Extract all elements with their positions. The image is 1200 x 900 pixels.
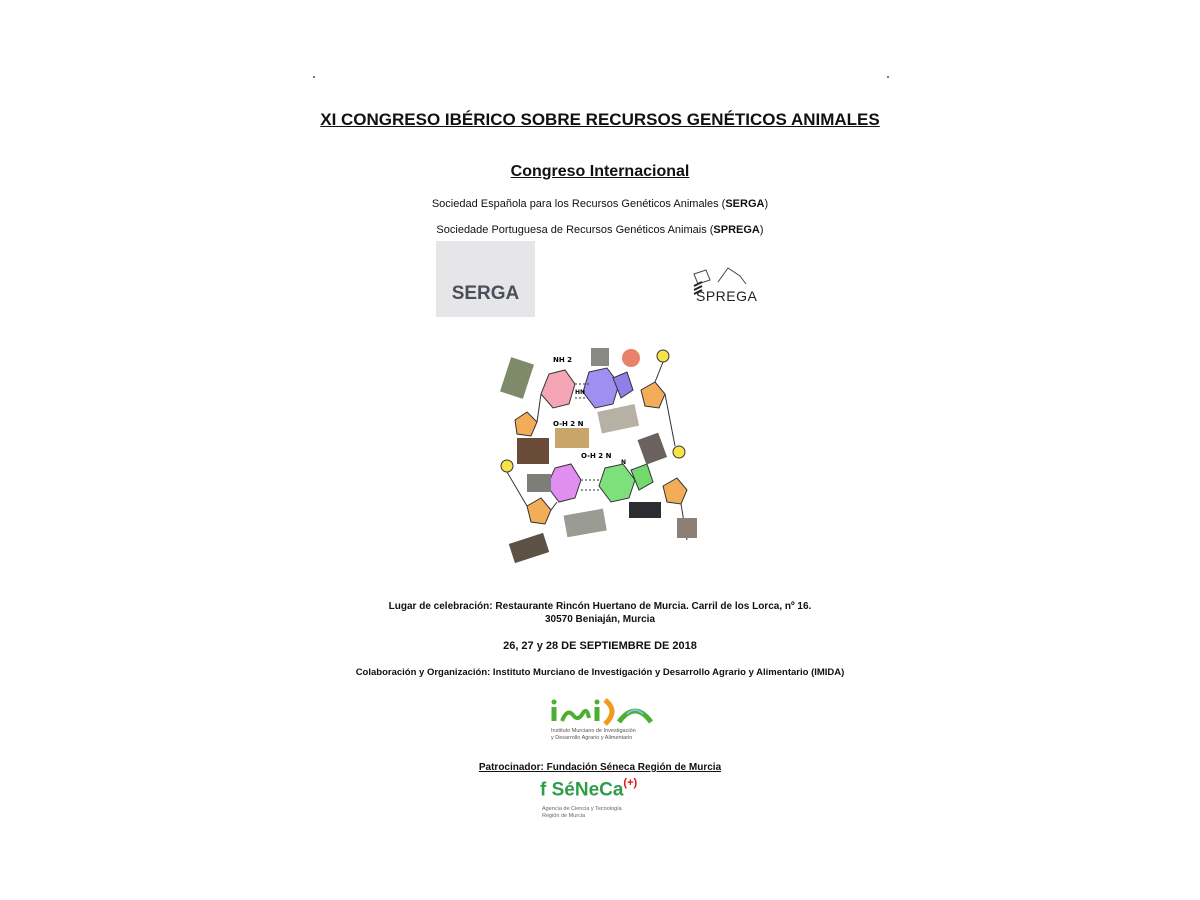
serga-logo-text: SERGA — [451, 283, 520, 304]
photo-tile — [637, 433, 667, 465]
seneca-subtitle-line-1: Agencia de Ciencia y Tecnología — [542, 806, 622, 812]
molecule-label-nh2: NH 2 — [553, 356, 573, 364]
sugar-ring — [641, 382, 665, 408]
dna-molecule-illustration — [497, 340, 707, 565]
congress-subtitle: Congreso Internacional — [510, 163, 690, 180]
phosphate-group — [657, 350, 669, 362]
society-name: Sociedade Portuguesa de Recursos Genéticos Animais ( — [436, 224, 714, 236]
society-suffix: ) — [759, 224, 764, 236]
serga-logo — [436, 241, 535, 317]
seneca-logo-text: f SéNeCa — [540, 779, 624, 801]
magenta-base-ring — [547, 464, 581, 502]
molecule-label-oh2n: O-H 2 N — [553, 420, 584, 428]
sprega-logo-text: SPREGA — [696, 288, 758, 304]
corner-mark-right — [887, 76, 889, 78]
sugar-ring — [527, 498, 551, 524]
photo-tile — [527, 474, 551, 492]
green-base-ring-2 — [631, 464, 653, 490]
photo-tile — [509, 533, 549, 563]
molecule-label-hn: HN — [575, 389, 586, 396]
imida-subtitle-line-2: y Desarrollo Agrario y Alimentario — [551, 735, 633, 741]
molecule-label-n: N — [621, 459, 627, 466]
imida-subtitle — [551, 728, 636, 742]
society-sprega-line — [300, 224, 900, 236]
collaboration-line: Colaboración y Organización: Instituto Murciano de Investigación y Desarrollo Agrario y Alimentario (IMIDA) — [355, 667, 845, 678]
molecule-label-oh2n: O-H 2 N — [581, 452, 612, 460]
pink-base-ring — [541, 370, 575, 408]
photo-tile — [555, 428, 589, 448]
venue-line-1: Lugar de celebración: Restaurante Rincón Huertano de Murcia. Carril de los Lorca, nº 16. — [388, 601, 812, 612]
photo-tile — [591, 348, 609, 366]
event-dates: 26, 27 y 28 DE SEPTIEMBRE DE 2018 — [503, 640, 697, 652]
photo-tile — [597, 404, 639, 433]
congress-title: XI CONGRESO IBÉRICO SOBRE RECURSOS GENÉTICOS ANIMALES — [320, 110, 880, 129]
seneca-plus-mark: (+) — [623, 777, 638, 789]
sponsor-line: Patrocinador: Fundación Séneca Región de Murcia — [478, 762, 722, 773]
phosphate-group — [673, 446, 685, 458]
photo-tile — [564, 509, 607, 538]
photo-tile — [677, 518, 697, 538]
sugar-ring — [515, 412, 537, 436]
imida-subtitle-line-1: Instituto Murciano de Investigación — [551, 728, 636, 734]
society-acronym: SPREGA — [713, 224, 760, 236]
venue-info — [340, 600, 860, 626]
society-serga-line — [300, 198, 900, 210]
photo-tile — [622, 349, 640, 367]
phosphate-group — [501, 460, 513, 472]
photo-tile — [629, 502, 661, 518]
sprega-logo — [688, 264, 768, 310]
photo-tile — [500, 357, 534, 399]
society-name: Sociedad Española para los Recursos Genéticos Animales ( — [431, 198, 726, 210]
venue-line-2: 30570 Beniaján, Murcia — [544, 614, 656, 625]
sugar-ring — [663, 478, 687, 504]
photo-tile — [517, 438, 549, 464]
society-acronym: SERGA — [725, 198, 765, 210]
corner-mark-left — [313, 76, 315, 78]
society-suffix: ) — [764, 198, 769, 210]
seneca-logo — [540, 779, 637, 801]
seneca-subtitle — [542, 806, 622, 820]
green-base-ring — [599, 464, 635, 502]
seneca-subtitle-line-2: Región de Murcia — [542, 813, 586, 819]
purple-base-ring — [583, 368, 619, 408]
